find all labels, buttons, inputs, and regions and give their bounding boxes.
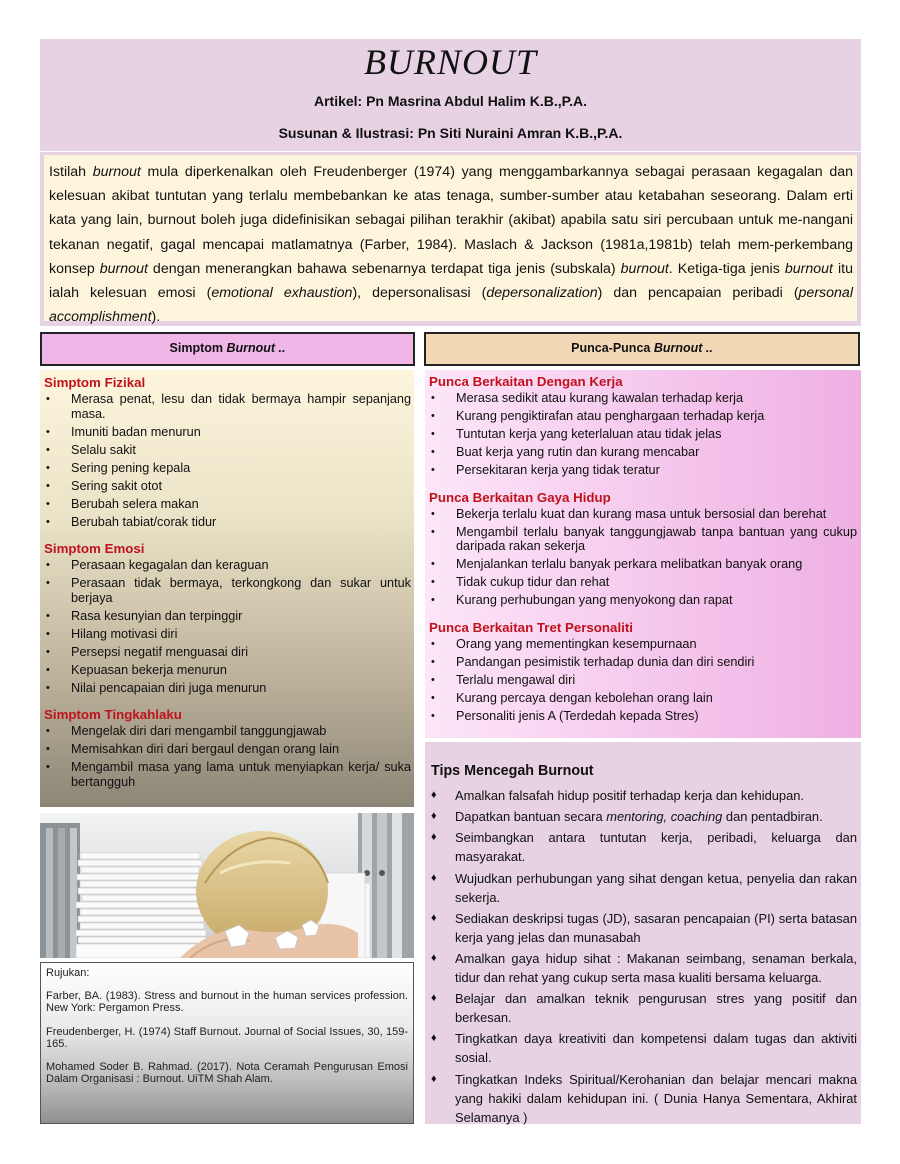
tip-text: Seimbangkan antara tuntutan kerja, peribadi, keluarga dan masyarakat. [455,830,857,865]
intro-emphasis: burnout [92,164,141,180]
bullet-icon: • [431,709,435,722]
bullet-icon: • [46,577,50,590]
list-item-text: Mengambil terlalu banyak tanggungjawab tanpa bantuan yang cukup daripada rakan sekerja [456,524,857,554]
punca-panel [425,370,861,738]
list-item [431,989,857,1027]
bullet-icon: • [46,393,50,405]
tips-panel [425,742,861,1124]
emosi-list [44,558,411,695]
stressed-worker-photo [40,813,414,958]
intro-text: mula diperkenalkan oleh Freudenberger (1974) yang menggambarkannya sebagai perasaan kegagalan dan kelesuan akibat tuntutan yang terlalu membebankan ke atas tenaga, sumber-sumber atau ketabahan seseorang. Dalam erti kata yang lain, burnout boleh juga didefinisikan sebagai pilihan terakhir (akibat) apabila satu siri percubaan untuk me-nangani tekanan negatif, gagal mencapai matlamatnya (Farber, 1984). Maslach & Jackson (1981a,1981b) telah mem-perkembang konsep [49,164,853,277]
fizikal-list [44,392,411,529]
list-item-text: Buat kerja yang rutin dan kurang mencabar [456,444,700,459]
list-item [429,507,857,522]
list-item-text: Bekerja terlalu kuat dan kurang masa untuk bersosial dan berehat [456,506,827,521]
list-item-text: Merasa sedikit atau kurang kawalan terhadap kerja [456,391,744,405]
list-item [429,427,857,442]
bullet-icon: • [46,479,50,492]
bullet-icon: • [431,655,435,668]
list-item-text: Selalu sakit [71,442,136,457]
bullet-icon: • [431,637,435,650]
intro-emphasis: burnout [784,260,833,277]
category-title: Punca Berkaitan Tret Personaliti [429,619,633,635]
list-item [431,1029,857,1067]
intro-emphasis: burnout [620,260,669,277]
intro-emphasis: emotional exhaustion [211,285,353,302]
list-item-text: Kepuasan bekerja menurun [71,662,227,677]
list-item [429,673,857,688]
tip-text: Dapatkan bantuan secara [455,809,607,825]
tip-text: Sediakan deskripsi tugas (JD), sasaran pencapaian (PI) serta batasan kerja yang jelas dan munasabah [455,910,857,945]
category-title: Punca Berkaitan Gaya Hidup [429,489,611,505]
tip-text: Tingkatkan Indeks Spiritual/Kerohanian dan belajar mencari makna yang hakiki dalam kehidupan ini. ( Dunia Hanya Sementara, Akhirat Selamanya ) [455,1071,857,1125]
category-title: Simptom Tingkahlaku [44,707,182,723]
list-item [44,645,411,660]
diamond-bullet-icon: ♦ [431,789,437,801]
heading-text: Simptom [169,341,227,355]
diamond-bullet-icon: ♦ [431,810,437,823]
list-item-text: Imuniti badan menurun [71,424,201,439]
list-item [44,627,411,642]
list-item-text: Mengambil masa yang lama untuk menyiapkan kerja/ suka bertangguh [71,760,411,789]
list-item [431,909,857,947]
bullet-icon: • [46,559,50,572]
bullet-icon: • [431,392,435,404]
list-item-text: Perasaan kegagalan dan keraguan [71,558,269,573]
tip-text: Amalkan falsafah hidup positif terhadap kerja dan kehidupan. [455,788,804,803]
tips-title: Tips Mencegah Burnout [431,763,594,779]
list-item [431,807,857,826]
list-item [429,391,857,406]
bullet-icon: • [46,663,50,676]
list-item [429,709,857,724]
list-item-text: Perasaan tidak bermaya, terkongkong dan sukar untuk berjaya [71,576,411,605]
list-item-text: Nilai pencapaian diri juga menurun [71,680,267,695]
list-item-text: Kurang pengiktirafan atau penghargaan terhadap kerja [456,408,765,423]
bullet-icon: • [431,576,435,589]
diamond-bullet-icon: ♦ [431,1072,437,1085]
simptom-heading [40,332,415,366]
list-item-text: Hilang motivasi diri [71,626,178,641]
bullet-icon: • [46,743,50,756]
tip-text: Amalkan gaya hidup sihat : Makanan seimbang, senaman berkala, tidur dan rehat yang cukup serta masa kualiti bersama keluarga. [455,950,857,985]
bullet-icon: • [431,525,435,538]
bullet-icon: • [431,594,435,607]
bullet-icon: • [46,627,50,640]
list-item-text: Terlalu mengawal diri [456,672,576,687]
bullet-icon: • [431,409,435,422]
list-item [431,828,857,866]
list-item-text: Menjalankan terlalu banyak perkara melibatkan banyak orang [456,557,803,572]
list-item [429,575,857,590]
intro-text: ) dan pencapaian peribadi ( [597,285,799,302]
list-item-text: Personaliti jenis A (Terdedah kepada Stres) [456,708,699,723]
list-item [429,593,857,608]
list-item-text: Memisahkan diri dari bergaul dengan orang lain [71,742,340,757]
intro-text: Istilah [49,164,93,180]
bullet-icon: • [46,497,50,510]
intro-text: itu ialah kelesuan emosi ( [49,260,853,302]
list-item-text: Kurang percaya dengan kebolehan orang lain [456,690,713,705]
list-item [431,869,857,907]
bullet-icon: • [431,691,435,704]
diamond-bullet-icon: ♦ [431,992,437,1005]
bullet-icon: • [46,443,50,456]
list-item-text: Merasa penat, lesu dan tidak bermaya hampir sepanjang masa. [71,392,411,421]
intro-text: dengan menerangkan bahawa sebenarnya terdapat tiga jenis (subskala) [147,260,621,277]
heading-emphasis: Burnout .. [653,341,713,355]
list-item [431,786,857,805]
bullet-icon: • [431,507,435,520]
list-item [44,479,411,494]
diamond-bullet-icon: ♦ [431,831,437,844]
tip-emphasis: mentoring, coaching [606,809,723,825]
list-item [44,760,411,789]
list-item [44,392,411,421]
list-item [44,443,411,458]
heading-text: Punca-Punca [571,341,654,355]
list-item [44,663,411,678]
gaya-list [429,507,857,608]
photo-illustration [40,813,414,958]
bullet-icon: • [431,445,435,458]
list-item-text: Sering sakit otot [71,478,162,493]
diamond-bullet-icon: ♦ [431,871,437,884]
list-item [429,463,857,478]
list-item-text: Mengelak diri dari mengambil tanggungjawab [71,724,327,739]
list-item [44,742,411,757]
heading-emphasis: Burnout .. [226,341,286,355]
header-banner [40,39,861,151]
bullet-icon: • [431,558,435,571]
list-item [44,681,411,696]
list-item-text: Berubah tabiat/corak tidur [71,514,217,529]
bullet-icon: • [46,515,50,528]
list-item [44,609,411,624]
diamond-bullet-icon: ♦ [431,911,437,924]
list-item [44,576,411,605]
bullet-icon: • [46,461,50,474]
intro-emphasis: depersonalization [486,285,598,302]
kerja-list [429,391,857,478]
intro-emphasis: burnout [99,260,148,277]
list-item-text: Sering pening kepala [71,460,191,475]
list-item [431,1070,857,1127]
list-item-text: Tuntutan kerja yang keterlaluan atau tidak jelas [456,426,722,441]
references-box [40,962,414,1124]
list-item [429,557,857,572]
list-item [429,691,857,706]
list-item-text: Orang yang mementingkan kesempurnaan [456,636,697,651]
punca-heading [424,332,860,366]
intro-text: ). [151,309,161,326]
bullet-icon: • [431,463,435,476]
reference-item: Mohamed Soder B. Rahmad. (2017). Nota Ceramah Pengurusan Emosi Dalam Organisasi : Burnout. UiTM Shah Alam. [46,1061,408,1086]
intro-text: ), depersonalisasi ( [352,285,487,302]
list-item [429,409,857,424]
bullet-icon: • [46,681,50,694]
bullet-icon: • [46,761,50,774]
list-item [44,515,411,530]
category-title: Simptom Emosi [44,541,145,557]
diamond-bullet-icon: ♦ [431,1032,437,1045]
list-item-text: Persekitaran kerja yang tidak teratur [456,462,660,477]
bullet-icon: • [46,645,50,658]
tips-list [431,786,857,1127]
bullet-icon: • [46,725,50,738]
list-item-text: Pandangan pesimistik terhadap dunia dan diri sendiri [456,654,755,669]
tret-list [429,637,857,724]
list-item [44,497,411,512]
bullet-icon: • [431,673,435,686]
list-item [429,655,857,670]
intro-paragraph [44,155,857,326]
list-item [429,637,857,652]
bullet-icon: • [46,425,50,438]
list-item [429,525,857,554]
list-item [431,949,857,987]
reference-item: Freudenberger, H. (1974) Staff Burnout. Journal of Social Issues, 30, 159-165. [46,1025,408,1050]
list-item [44,425,411,440]
list-item [44,461,411,476]
list-item-text: Berubah selera makan [71,496,199,511]
page-title: BURNOUT [363,42,537,82]
category-title: Punca Berkaitan Dengan Kerja [429,374,623,389]
tip-text: Tingkatkan daya kreativiti dan kompetensi dalam tugas dan aktiviti sosial. [455,1031,857,1066]
simptom-panel [40,370,414,807]
list-item [44,724,411,739]
bullet-icon: • [431,427,435,440]
illustrator-line: Susunan & Ilustrasi: Pn Siti Nuraini Amran K.B.,P.A. [278,125,623,141]
list-item-text: Rasa kesunyian dan terpinggir [71,608,243,623]
tip-text: Belajar dan amalkan teknik pengurusan stres yang positif dan berkesan. [455,991,857,1026]
list-item-text: Persepsi negatif menguasai diri [71,644,249,659]
list-item-text: Kurang perhubungan yang menyokong dan rapat [456,593,733,608]
list-item-text: Tidak cukup tidur dan rehat [456,575,610,590]
bullet-icon: • [46,609,50,622]
tingkahlaku-list [44,724,411,789]
tip-text: Wujudkan perhubungan yang sihat dengan ketua, penyelia dan rakan sekerja. [455,870,857,905]
intro-text: . Ketiga-tiga jenis [668,260,785,277]
author-line: Artikel: Pn Masrina Abdul Halim K.B.,P.A. [313,93,588,109]
intro-section [40,152,861,326]
references-title: Rujukan: [46,967,90,979]
diamond-bullet-icon: ♦ [431,951,437,964]
intro-emphasis: personal accomplishment [49,285,853,326]
list-item [429,445,857,460]
list-item [44,558,411,573]
tip-text: dan pentadbiran. [722,809,823,825]
reference-item: Farber, BA. (1983). Stress and burnout in the human services profession. New York: Pergamon Press. [46,990,408,1015]
category-title: Simptom Fizikal [44,375,146,390]
